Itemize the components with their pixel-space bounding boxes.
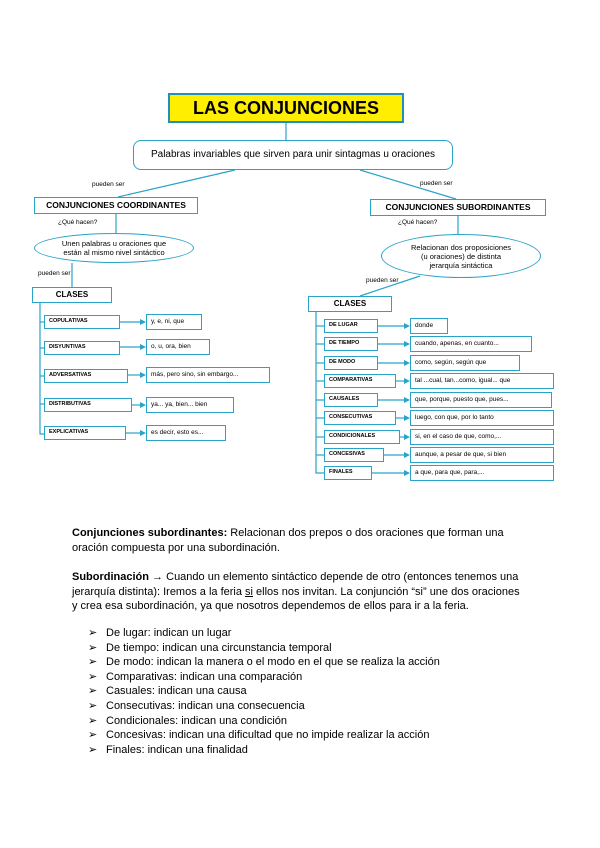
list-item <box>88 728 440 743</box>
coord-class-copulativas: COPULATIVAS <box>44 315 120 329</box>
paragraph2-bold-term: Subordinación <box>72 571 149 583</box>
list-item-text: Condicionales: indican una condición <box>106 714 288 727</box>
pueden-ser-label-left: pueden ser <box>92 181 125 188</box>
coord-class-adversativas: ADVERSATIVAS <box>44 369 128 383</box>
paragraph-subordinantes-definition <box>72 526 528 555</box>
pueden-ser-label-right: pueden ser <box>420 180 453 187</box>
subordinantes-heading: CONJUNCIONES SUBORDINANTES <box>370 199 546 216</box>
sub-class-causales: CAUSALES <box>324 393 378 407</box>
sub-class-de-modo: DE MODO <box>324 356 378 370</box>
list-item-text: Finales: indican una finalidad <box>106 743 248 756</box>
sub-examples-de-lugar: donde <box>410 318 448 334</box>
diagram-title: LAS CONJUNCIONES <box>168 93 404 123</box>
arrow-bullet-icon: ➢ <box>88 699 98 712</box>
coord-examples-copulativas: y, e, ni, que <box>146 314 202 330</box>
sub-examples-de-tiempo: cuando, apenas, en cuanto... <box>410 336 532 352</box>
subordinantes-answer-line3: jerarquía sintáctica <box>429 260 493 270</box>
paragraph2-text-part1: Cuando un elemento sintáctico depende de otro (entonces tenemos una jerarquía distinta): Iremos a la feria <box>72 571 519 598</box>
paragraph1-text: Relacionan dos prepos o dos oraciones que forman una oración compuesta por una subordinación. <box>72 527 504 554</box>
sub-class-concesivas: CONCESIVAS <box>324 448 384 462</box>
list-item <box>88 699 440 714</box>
list-item <box>88 655 440 670</box>
coord-examples-explicativas: es decir, esto es... <box>146 425 226 441</box>
list-item <box>88 626 440 641</box>
coord-class-distributivas: DISTRIBUTIVAS <box>44 398 132 412</box>
list-item-text: Consecutivas: indican una consecuencia <box>106 699 305 712</box>
coordinantes-answer-line1: Unen palabras u oraciones que <box>61 239 167 248</box>
arrow-bullet-icon: ➢ <box>88 656 98 669</box>
list-item-text: De lugar: indican un lugar <box>106 627 232 639</box>
sub-examples-de-modo: como, según, según que <box>410 355 520 371</box>
sub-class-de-lugar: DE LUGAR <box>324 319 378 333</box>
paragraph2-si-underlined: si <box>245 585 253 598</box>
coord-class-explicativas: EXPLICATIVAS <box>44 426 126 440</box>
sub-class-consecutivas: CONSECUTIVAS <box>324 411 396 425</box>
paragraph2-text-part2: ellos nos invitan. La conjunción “si” une dos oraciones y crea esa subordinación, ya que nosotros dependemos de ellos para ir a la feria. <box>72 585 520 612</box>
list-item-text: Concesivas: indican una dificultad que no impide realizar la acción <box>106 729 430 742</box>
arrow-bullet-icon: ➢ <box>88 641 98 654</box>
coordinantes-pueden-ser-label: pueden ser <box>38 270 71 277</box>
list-item <box>88 641 440 656</box>
coordinantes-answer-line2: están al mismo nivel sintáctico <box>63 248 165 257</box>
subordinantes-question: ¿Qué hacen? <box>398 219 438 226</box>
arrow-bullet-icon: ➢ <box>88 729 98 742</box>
sub-examples-condicionales: si, en el caso de que, como,... <box>410 429 554 445</box>
coord-examples-disyuntivas: o, u, ora, bien <box>146 339 210 355</box>
sub-examples-concesivas: aunque, a pesar de que, si bien <box>410 447 554 463</box>
sub-examples-causales: que, porque, puesto que, pues... <box>410 392 552 408</box>
paragraph-subordinacion <box>72 570 528 614</box>
sub-class-finales: FINALES <box>324 466 372 480</box>
subordinantes-answer-line1: Relacionan dos proposiciones <box>410 242 512 252</box>
list-item-text: Casuales: indican una causa <box>106 685 247 698</box>
list-item <box>88 743 440 758</box>
coord-class-disyuntivas: DISYUNTIVAS <box>44 341 120 355</box>
subordinantes-answer-oval <box>381 234 541 278</box>
coordinantes-heading: CONJUNCIONES COORDINANTES <box>34 197 198 214</box>
coordinantes-question: ¿Qué hacen? <box>58 219 98 226</box>
list-item-text: De tiempo: indican una circunstancia temporal <box>106 641 332 654</box>
subordinate-types-list <box>88 626 440 757</box>
subordinantes-pueden-ser-label: pueden ser <box>366 277 399 284</box>
coordinantes-clases-box: CLASES <box>32 287 112 303</box>
sub-examples-finales: a que, para que, para,... <box>410 465 554 481</box>
list-item <box>88 670 440 685</box>
list-item <box>88 714 440 729</box>
list-item-text: Comparativas: indican una comparación <box>106 670 303 683</box>
list-item-text: De modo: indican la manera o el modo en el que se realiza la acción <box>106 656 440 669</box>
coord-examples-adversativas: más, pero sino, sin embargo... <box>146 367 270 383</box>
arrow-bullet-icon: ➢ <box>88 685 98 698</box>
definition-box: Palabras invariables que sirven para unir sintagmas u oraciones <box>133 140 453 170</box>
arrow-bullet-icon: ➢ <box>88 627 98 639</box>
arrow-bullet-icon: ➢ <box>88 714 98 727</box>
coordinantes-answer-oval <box>34 233 194 263</box>
arrow-bullet-icon: ➢ <box>88 670 98 683</box>
sub-class-de-tiempo: DE TIEMPO <box>324 337 378 351</box>
subordinantes-clases-box: CLASES <box>308 296 392 312</box>
sub-examples-comparativas: tal ...cual, tan...como, igual... que <box>410 373 554 389</box>
list-item <box>88 684 440 699</box>
coord-examples-distributivas: ya... ya, bien... bien <box>146 397 234 413</box>
arrow-bullet-icon: ➢ <box>88 743 98 756</box>
paragraph1-bold-term: Conjunciones subordinantes: <box>72 527 228 539</box>
sub-class-comparativas: COMPARATIVAS <box>324 374 396 388</box>
sub-examples-consecutivas: luego, con que, por lo tanto <box>410 410 554 426</box>
sub-class-condicionales: CONDICIONALES <box>324 430 400 444</box>
paragraph2-arrow: → <box>149 571 167 583</box>
subordinantes-answer-line2: (u oraciones) de distinta <box>420 251 502 261</box>
